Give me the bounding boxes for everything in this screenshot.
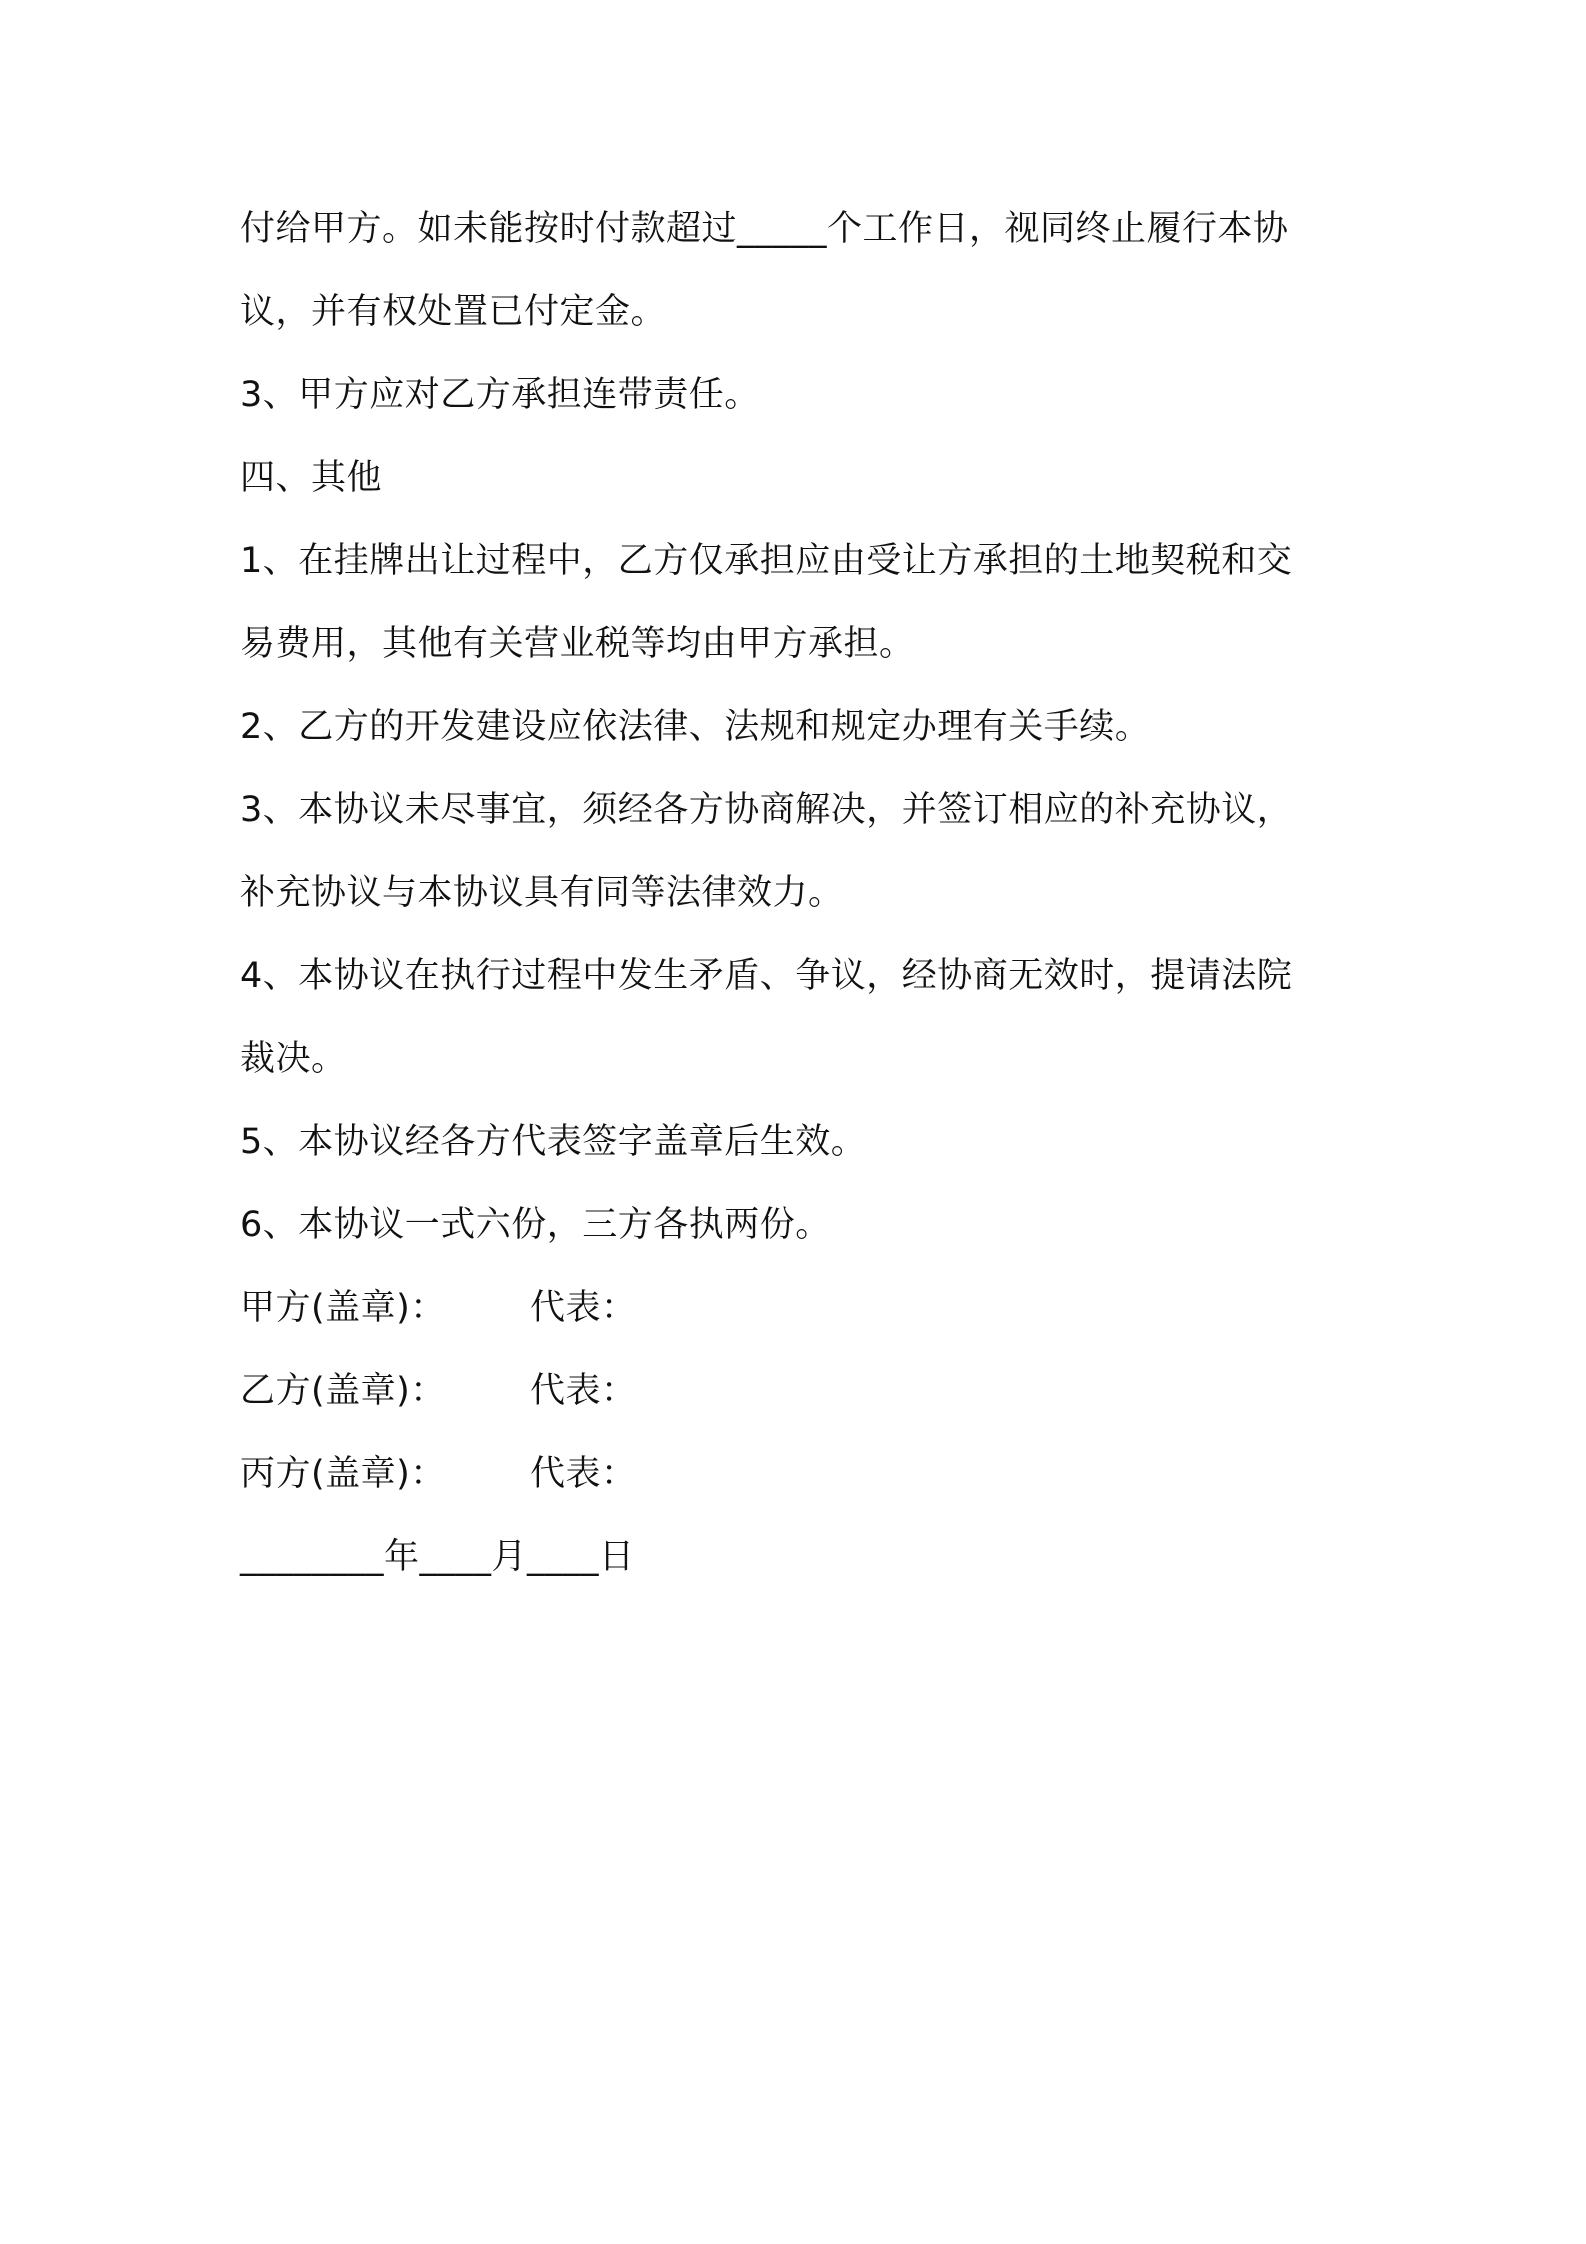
section-heading: 四、其他 bbox=[240, 458, 383, 498]
signature-row bbox=[240, 1366, 637, 1416]
signature-rep: 代表： bbox=[530, 1288, 637, 1328]
text-line: 裁决。 bbox=[240, 1039, 347, 1079]
signature-rep: 代表： bbox=[530, 1371, 637, 1411]
signature-party: 甲方(盖章)： bbox=[240, 1288, 446, 1328]
signature-party: 丙方(盖章)： bbox=[240, 1454, 446, 1494]
text-line: 5、本协议经各方代表签字盖章后生效。 bbox=[240, 1122, 867, 1162]
signature-party: 乙方(盖章)： bbox=[240, 1371, 446, 1411]
text-line: 3、本协议未尽事宜，须经各方协商解决，并签订相应的补充协议， bbox=[240, 790, 1293, 830]
text-line: 3、甲方应对乙方承担连带责任。 bbox=[240, 375, 760, 415]
text-line: 补充协议与本协议具有同等法律效力。 bbox=[240, 873, 844, 913]
text-line: 6、本协议一式六份，三方各执两份。 bbox=[240, 1205, 831, 1245]
signature-rep: 代表： bbox=[530, 1454, 637, 1494]
signature-row bbox=[240, 1283, 637, 1333]
text-line: 4、本协议在执行过程中发生矛盾、争议，经协商无效时，提请法院 bbox=[240, 956, 1293, 996]
text-line: 付给甲方。如未能按时付款超过_____个工作日，视同终止履行本协 bbox=[240, 209, 1289, 249]
text-line: 1、在挂牌出让过程中，乙方仅承担应由受让方承担的土地契税和交 bbox=[240, 541, 1293, 581]
date-line: ________年____月____日 bbox=[240, 1537, 635, 1577]
text-line: 易费用，其他有关营业税等均由甲方承担。 bbox=[240, 624, 915, 664]
text-line: 2、乙方的开发建设应依法律、法规和规定办理有关手续。 bbox=[240, 707, 1151, 747]
text-line: 议，并有权处置已付定金。 bbox=[240, 292, 667, 332]
signature-row bbox=[240, 1449, 637, 1499]
